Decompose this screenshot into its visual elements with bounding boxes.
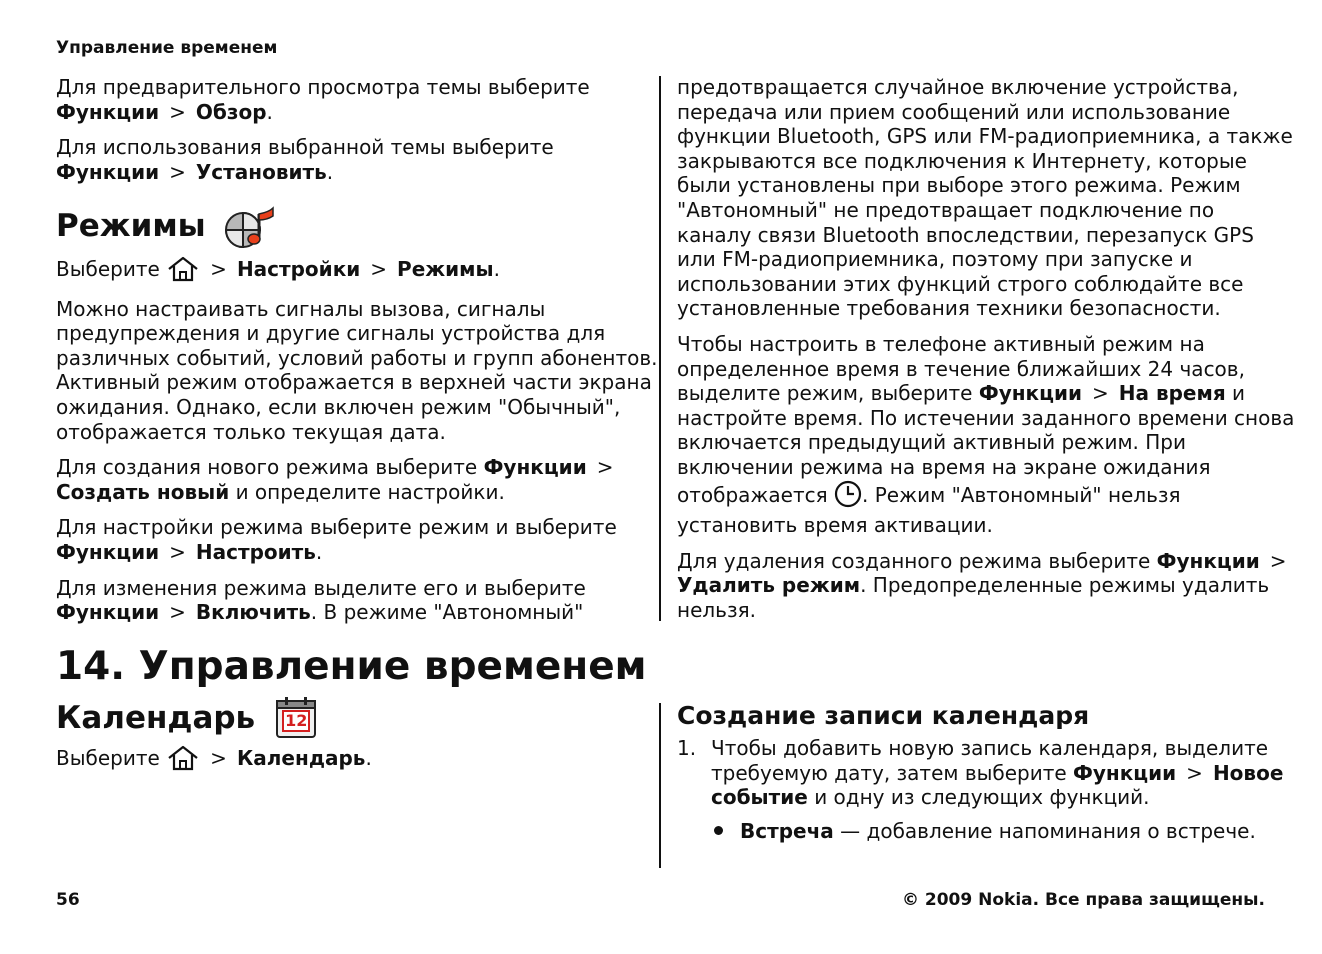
home-icon (166, 745, 200, 777)
create-entry-section (677, 700, 1283, 843)
change-mode-paragraph: Для изменения режима выделите его и выберите Функции > Включить. В режиме "Автономный" (56, 575, 586, 625)
running-header: Управление временем (56, 38, 278, 58)
offline-mode-continued: предотвращается случайное включение устройства, передача или прием сообщений или использование функции Bluetooth, GPS или FM-радиоприемника, а также закрываются все подключения к Интернету, которые были установлены при выборе этого режима. Режим "Автономный" не предотвращает подключение по каналу связи Bluetooth впоследствии, перезапуск GPS или FM-радиоприемника, поэтому при запуске и использовании этих функций строго соблюдайте все установленные требования техники безопасности. (677, 75, 1293, 321)
clock-icon (834, 480, 862, 514)
column-divider-bottom (659, 703, 661, 868)
tune-mode-paragraph: Для настройки режима выберите режим и выберите Функции > Настроить. (56, 515, 617, 564)
bullet-dot (714, 826, 723, 835)
modes-body (56, 256, 658, 625)
bullet-meeting: Встреча — добавление напоминания о встрече. (714, 819, 1283, 844)
modes-description: Можно настраивать сигналы вызова, сигналы предупреждения и другие сигналы устройства для различных событий, условий работы и групп абонентов. Активный режим отображается в верхней части экрана ожидания. Однако, если включен режим "Обычный", отображается только текущая дата. (56, 296, 658, 444)
chapter-title: 14. Управление временем (56, 644, 647, 689)
create-mode-paragraph: Для создания нового режима выберите Функции > Создать новый и определите настройки. (56, 455, 614, 504)
apply-theme-paragraph: Для использования выбранной темы выберите Функции > Установить. (56, 135, 554, 184)
delete-mode-paragraph: Для удаления созданного режима выберите Функции > Удалить режим. Предопределенные режимы удалить нельзя. (677, 548, 1287, 622)
page-number: 56 (56, 890, 80, 910)
preview-theme-paragraph: Для предварительного просмотра темы выберите Функции > Обзор. (56, 75, 590, 124)
modes-heading-block (56, 206, 277, 254)
calendar-icon (274, 696, 318, 740)
calendar-heading: Календарь (56, 700, 256, 736)
calendar-heading-block (56, 696, 318, 740)
calendar-nav-path: Выберите > Календарь. (56, 745, 372, 777)
timed-mode-paragraph: Чтобы настроить в телефоне активный режим на определенное время в течение ближайших 24 часов, выделите режим, выберите Функции > На время и настройте время. По истечении заданного времени снова включается предыдущий активный режим. При включении режима на время на экране ожидания отображается . Режим "Автономный" нельзя установить время активации. (677, 331, 1295, 538)
column-divider-top (659, 76, 661, 621)
profiles-icon (223, 206, 277, 254)
step-number: 1. (677, 736, 697, 760)
entry-step-1 (677, 736, 1283, 843)
modes-heading: Режимы (56, 208, 206, 244)
create-entry-heading: Создание записи календаря (677, 701, 1090, 730)
modes-nav-path: Выберите > Настройки > Режимы. (56, 256, 658, 288)
calendar-icon-day: 12 (285, 711, 308, 730)
left-column-top (56, 75, 590, 184)
copyright-notice: © 2009 Nokia. Все права защищены. (901, 890, 1265, 910)
home-icon (166, 256, 200, 288)
right-column-top (677, 75, 1297, 622)
calendar-body (56, 745, 372, 777)
step-text: Чтобы добавить новую запись календаря, выделите требуемую дату, затем выберите Функции > Новое событие и одну из следующих функций. (711, 736, 1284, 810)
